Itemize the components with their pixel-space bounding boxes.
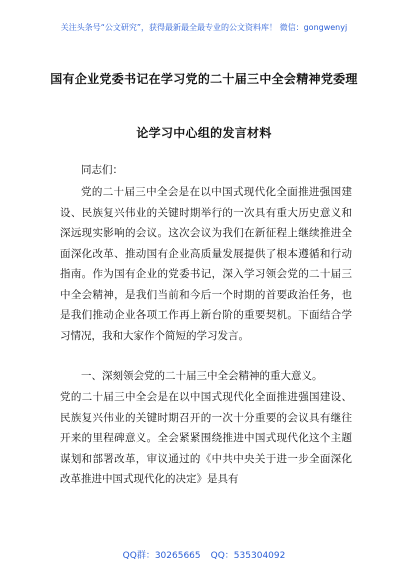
paragraph-intro: 党的二十届三中全会是在以中国式现代化全面推进强国建设、民族复兴伟业的关键时期举行的一次具有重大历史意义和深远现实影响的会议。这次会议为我们在新征程上继续推进全面深化改革、推动国有企业高质量发展提供了根本遵循和行动指南。作为国有企业的党委书记，深入学习领会党的二十届三中全会精神，是我们当前和今后一个时期的首要政治任务，也是我们推动企业各项工作再上新台阶的重要契机。下面结合学习情况，我和大家作个简短的学习发言。 [60,186,352,342]
footer-qq-group: QQ群：30265665 [122,551,201,561]
section-heading-1: 一、深刻领会党的二十届三中全会精神的重大意义。 [81,370,323,382]
greeting: 同志们： [81,164,123,176]
document-title-line-1: 国有企业党委书记在学习党的二十届三中全会精神党委理 [50,72,358,86]
paragraph-body: 党的二十届三中全会是在以中国式现代化全面推进强国建设、民族复兴伟业的关键时期召开的一次十分重要的会议具有继往开来的里程碑意义。全会紧紧围绕推进中国式现代化这个主题谋划和部署改革，审议通过的《中共中央关于进一步全面深化改革推进中国式现代化的决定》是具有 [60,391,352,485]
footer-contact [0,548,408,561]
footer-qq: QQ：535304092 [210,551,286,561]
header-note: 关注头条号“公文研究”，获得最新最全最专业的公文资料库！ 微信：gongwenyj [60,23,348,32]
document-title-line-2: 论学习中心组的发言材料 [136,126,272,140]
